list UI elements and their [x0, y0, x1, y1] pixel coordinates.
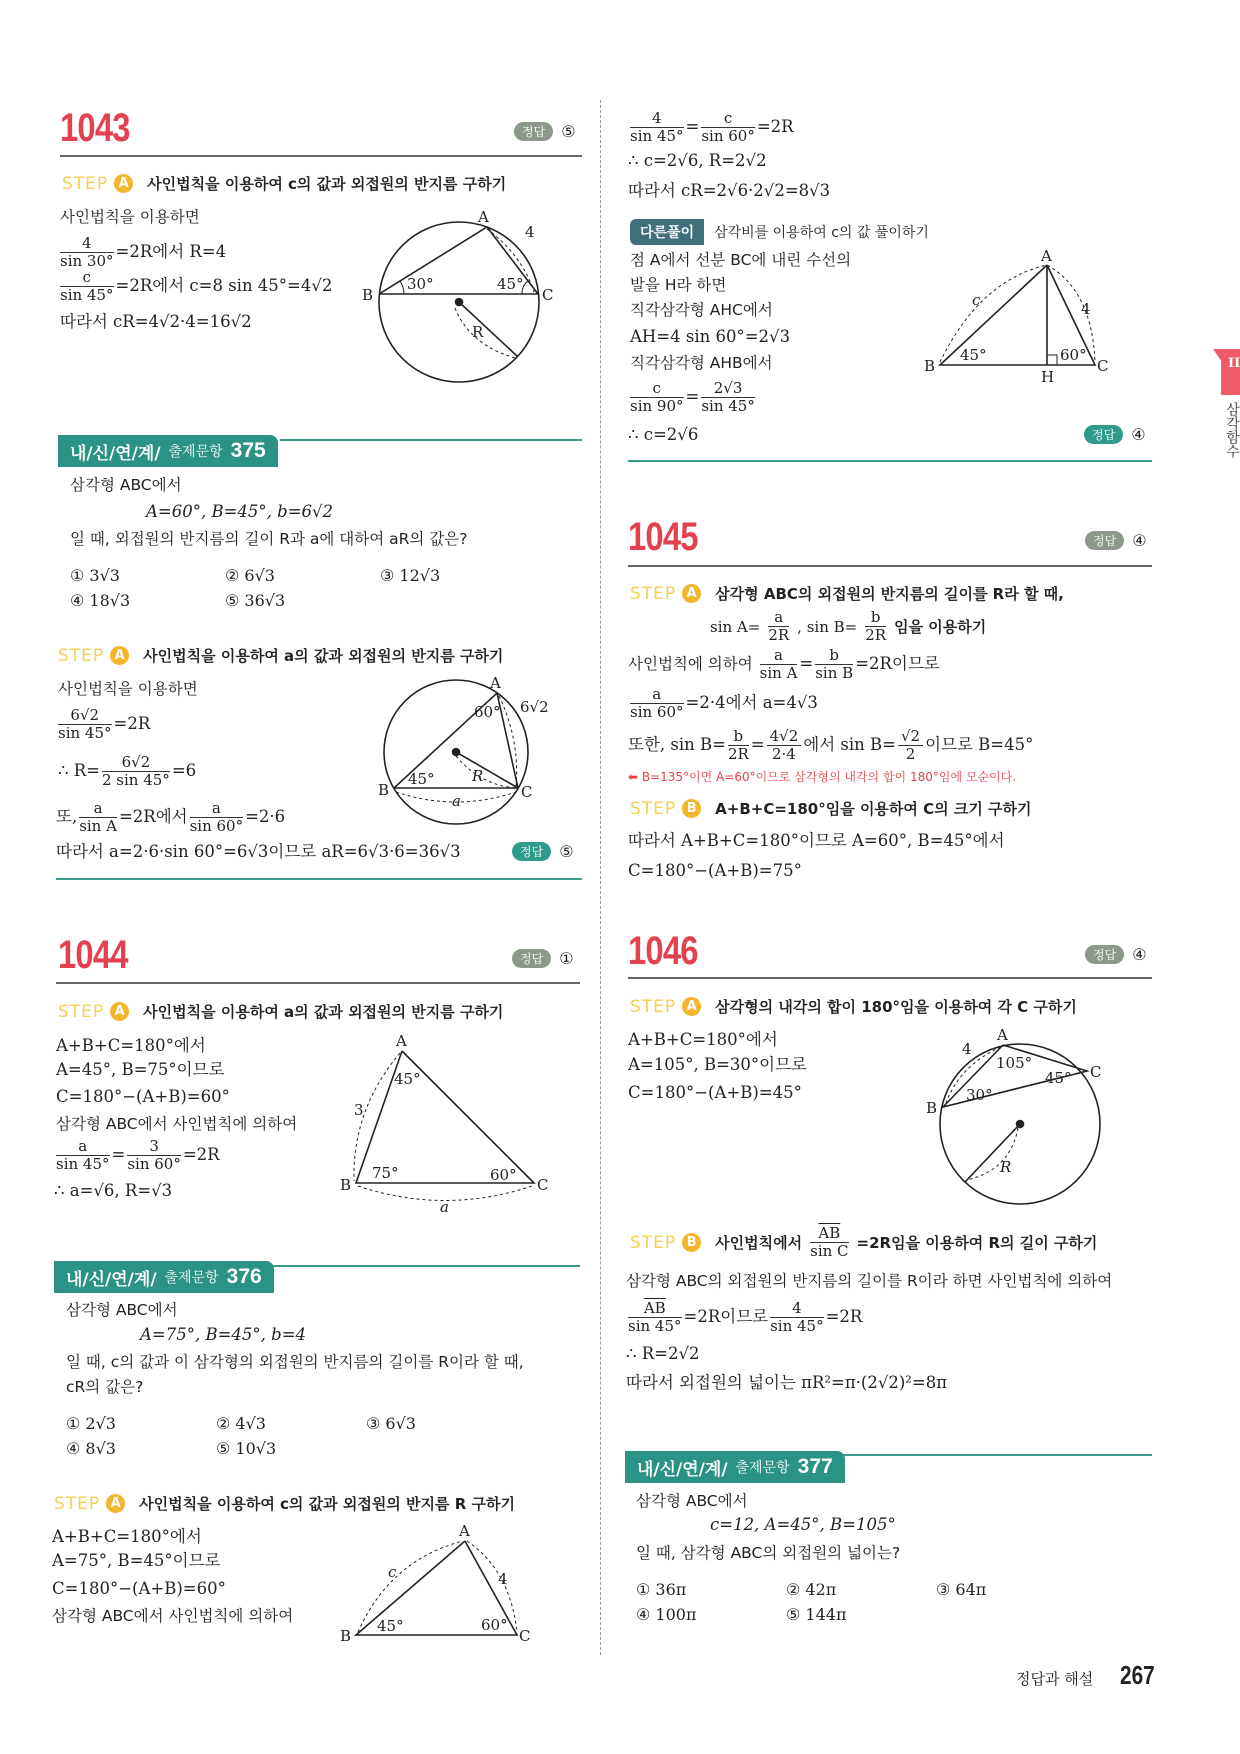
- step-label: STEP: [58, 1001, 105, 1022]
- question-line: 삼각형 ABC에서: [70, 476, 182, 494]
- banner-title: 내/신/연/계/: [70, 443, 161, 464]
- angle-c-label: 60°: [481, 1616, 508, 1634]
- divider: [628, 565, 1152, 567]
- answer-badge: [512, 842, 574, 861]
- question-line: A=60°, B=45°, b=6√2: [146, 502, 334, 521]
- numerator: a: [630, 686, 684, 704]
- choice-2[interactable]: ② 4√3: [216, 1414, 266, 1433]
- solution-line: [628, 380, 757, 415]
- numerator: b: [865, 609, 886, 627]
- chapter-roman: II: [1228, 356, 1240, 371]
- radius-label: R: [472, 767, 484, 785]
- text: =2R에서: [118, 807, 188, 826]
- radius-label: R: [472, 323, 484, 341]
- question-line: 일 때, 외접원의 반지름의 길이 R과 a에 대하여 aR의 값은?: [70, 530, 468, 548]
- denominator: sin A: [759, 664, 798, 682]
- side-a-label: a: [452, 792, 461, 810]
- text: =: [799, 654, 814, 673]
- step-letter: A: [682, 584, 701, 603]
- divider: [628, 977, 1152, 979]
- solution-line: [628, 110, 794, 145]
- side-label: 3: [354, 1101, 364, 1119]
- chapter-title: 삼각함수: [1224, 402, 1240, 458]
- label-c: C: [537, 1176, 549, 1194]
- angle-b-label: 45°: [960, 346, 987, 364]
- text: =2R에서 R=4: [115, 242, 227, 261]
- numerator: 4: [630, 110, 684, 128]
- figure-1044: [340, 1032, 548, 1216]
- denominator: sin 60°: [189, 817, 244, 835]
- problem-number: 1044: [58, 933, 128, 977]
- numerator: a: [56, 1138, 110, 1156]
- text: =: [685, 117, 700, 136]
- solution-line: C=180°−(A+B)=60°: [56, 1087, 230, 1106]
- denominator: sin 60°: [701, 127, 755, 145]
- banner-number: 377: [797, 1455, 833, 1478]
- choice-4[interactable]: ④ 8√3: [66, 1439, 116, 1458]
- numerator: √2: [898, 728, 923, 746]
- problem-number: 1045: [628, 515, 698, 559]
- solution-line: A+B+C=180°에서: [52, 1527, 202, 1546]
- choice-5[interactable]: ⑤ 10√3: [216, 1439, 277, 1458]
- choice-3[interactable]: ③ 12√3: [380, 566, 441, 585]
- footer-label: 정답과 해설: [1016, 1670, 1094, 1688]
- solution-line: C=180°−(A+B)=75°: [628, 861, 802, 880]
- numerator: c: [60, 269, 114, 287]
- choice-3[interactable]: ③ 64π: [936, 1580, 987, 1599]
- text: ∴ R=: [58, 761, 100, 780]
- solution-line: A=105°, B=30°이므로: [628, 1055, 807, 1074]
- choices: [70, 566, 535, 610]
- solution-line: C=180°−(A+B)=45°: [628, 1083, 802, 1102]
- solution-line: 직각삼각형 AHC에서: [630, 301, 773, 319]
- angle-a-label: 105°: [996, 1054, 1033, 1072]
- denominator: sin 45°: [770, 1317, 824, 1335]
- denominator: sin 30°: [60, 252, 114, 270]
- label-b: B: [340, 1627, 352, 1645]
- denominator: 2·4: [772, 745, 796, 763]
- step-letter: A: [106, 1494, 125, 1513]
- angle-b-label: 75°: [372, 1164, 399, 1182]
- text: 에서 sin B=: [803, 735, 896, 754]
- denominator: 2R: [865, 626, 887, 644]
- choice-2[interactable]: ② 6√3: [225, 566, 275, 585]
- solution-line: ∴ c=2√6, R=2√2: [628, 151, 767, 170]
- label-b: B: [362, 286, 374, 304]
- answer-value: ⑤: [559, 842, 574, 861]
- solution-line: [58, 235, 226, 270]
- answer-value: ④: [1132, 531, 1147, 550]
- banner-title: 내/신/연/계/: [637, 1459, 728, 1480]
- solution-line: [56, 707, 150, 742]
- section-rule: [56, 878, 582, 880]
- denominator: 2 sin 45°: [102, 771, 170, 789]
- label-a: A: [490, 674, 501, 692]
- step-b-heading: [630, 1225, 1097, 1260]
- linked-problem-banner: [54, 1261, 274, 1293]
- denominator: sin 45°: [630, 127, 684, 145]
- numerator: a: [768, 609, 789, 627]
- banner-rule: [280, 439, 582, 441]
- solution-line: A=45°, B=75°이므로: [56, 1060, 225, 1079]
- question-line: 삼각형 ABC에서: [636, 1492, 748, 1510]
- text: =2·4에서 a=4√3: [685, 693, 818, 712]
- note: ⬅ B=135°이면 A=60°이므로 삼각형의 내각의 합이 180°임에 모순이다.: [628, 770, 1017, 784]
- numerator: 4: [60, 235, 114, 253]
- numerator: a: [79, 800, 117, 818]
- solution-line: 따라서 외접원의 넓이는 πR²=π·(2√2)²=8π: [626, 1373, 948, 1392]
- solution-line: 점 A에서 선분 BC에 내린 수선의: [630, 251, 852, 269]
- solution-line: 삼각형 ABC에서 사인법칙에 의하여: [52, 1607, 294, 1625]
- label-c: C: [521, 783, 533, 801]
- denominator: sin 45°: [60, 286, 114, 304]
- solution-line: [54, 1138, 220, 1173]
- question-line: cR의 값은?: [66, 1378, 144, 1396]
- solution-line: [628, 728, 1033, 763]
- denominator: sin 45°: [701, 397, 755, 415]
- step-title: 삼각형의 내각의 합이 180°임을 이용하여 각 C 구하기: [715, 998, 1077, 1016]
- text: , sin B=: [797, 617, 858, 636]
- numerator: 6√2: [102, 754, 170, 772]
- column-divider: [600, 100, 601, 1655]
- step-letter: B: [682, 799, 701, 818]
- solution-line: A+B+C=180°에서: [628, 1030, 778, 1049]
- radius-label: R: [1000, 1158, 1012, 1176]
- step-a-heading: [630, 583, 1064, 604]
- step-title: 사인법칙을 이용하여 a의 값과 외접원의 반지름 구하기: [143, 1003, 504, 1021]
- text: =2R이므로: [683, 1307, 769, 1326]
- step-title: 사인법칙에서: [715, 1234, 803, 1252]
- label-c: C: [1097, 357, 1109, 375]
- side-c-label: c: [972, 291, 981, 309]
- step-a-heading-line2: [710, 609, 986, 644]
- answer-badge: [1085, 531, 1147, 550]
- question-line: 일 때, 삼각형 ABC의 외접원의 넓이는?: [636, 1544, 901, 1562]
- figure-375: [378, 674, 549, 824]
- step-title: 사인법칙을 이용하여 c의 값과 외접원의 반지름 구하기: [147, 175, 507, 193]
- angle-b-label: 45°: [408, 770, 435, 788]
- numerator: $\overline{AB}$: [628, 1300, 682, 1318]
- divider: [56, 982, 580, 984]
- solution-line: 사인법칙을 이용하면: [58, 680, 198, 698]
- label-a: A: [1041, 247, 1052, 265]
- step-title: =2R임을 이용하여 R의 길이 구하기: [856, 1234, 1098, 1252]
- angle-c-label: 60°: [1060, 346, 1087, 364]
- answer-value: ④: [1132, 945, 1147, 964]
- denominator: sin 45°: [628, 1317, 682, 1335]
- question-line: c=12, A=45°, B=105°: [710, 1515, 896, 1534]
- solution-line: [628, 647, 940, 682]
- answer-label: 정답: [512, 842, 551, 861]
- problem-number: 1043: [60, 106, 130, 150]
- figure-376: [340, 1522, 530, 1645]
- section-rule: [628, 460, 1152, 462]
- side-label: 6√2: [520, 698, 549, 716]
- choice-4[interactable]: ④ 100π: [636, 1605, 697, 1624]
- side-a-label: a: [440, 1198, 449, 1216]
- question-line: 삼각형 ABC에서: [66, 1301, 178, 1319]
- step-a-heading: [58, 1001, 503, 1022]
- denominator: sin 60°: [127, 1155, 181, 1173]
- text: =2·6: [245, 807, 286, 826]
- step-label: STEP: [630, 996, 677, 1017]
- step-a-heading: [58, 645, 503, 666]
- text: 이므로 B=45°: [925, 735, 1034, 754]
- question-line: A=75°, B=45°, b=4: [140, 1325, 307, 1344]
- answer-label: 정답: [1084, 425, 1123, 444]
- solution-line: 따라서 A+B+C=180°이므로 A=60°, B=45°에서: [628, 831, 1005, 850]
- numerator: $\overline{AB}$: [810, 1225, 848, 1243]
- side-label: 4: [525, 223, 535, 241]
- step-label: STEP: [630, 1232, 677, 1253]
- answer-label: 정답: [512, 949, 551, 968]
- banner-number: 376: [226, 1265, 262, 1288]
- numerator: a: [190, 800, 244, 818]
- step-a-heading: [630, 996, 1077, 1017]
- solution-line: ∴ c=2√6: [628, 425, 699, 444]
- banner-subtitle: 출제문항: [168, 444, 223, 460]
- solution-line: 사인법칙을 이용하면: [60, 208, 200, 226]
- alternative-solution-heading: [630, 219, 929, 245]
- answer-label: 정답: [1085, 945, 1124, 964]
- label-b: B: [926, 1099, 938, 1117]
- text: =2R: [825, 1307, 863, 1326]
- numerator: 2√3: [701, 380, 755, 398]
- step-label: STEP: [62, 173, 109, 194]
- figure-1043: [362, 208, 553, 382]
- alt-title: 삼각비를 이용하여 c의 값 풀이하기: [714, 225, 929, 241]
- angle-b-label: 30°: [966, 1086, 993, 1104]
- angle-b-label: 30°: [407, 275, 434, 293]
- numerator: c: [701, 110, 755, 128]
- numerator: 4: [770, 1300, 824, 1318]
- step-title: 사인법칙을 이용하여 c의 값과 외접원의 반지름 R 구하기: [139, 1495, 515, 1513]
- text: =6: [171, 761, 197, 780]
- text: =2R: [756, 117, 794, 136]
- answer-value: ①: [559, 949, 574, 968]
- choice-1[interactable]: ① 2√3: [66, 1414, 116, 1433]
- angle-b-label: 45°: [377, 1617, 404, 1635]
- numerator: a: [760, 647, 798, 665]
- figure-1046: [926, 1026, 1101, 1204]
- answer-value: ⑤: [561, 122, 576, 141]
- text: 임을 이용하기: [894, 618, 987, 636]
- label-a: A: [478, 208, 489, 226]
- answer-value: ④: [1131, 425, 1146, 444]
- label-a: A: [459, 1522, 470, 1540]
- choices: [636, 1580, 1086, 1624]
- step-label: STEP: [58, 645, 105, 666]
- text: sin A=: [710, 617, 761, 636]
- banner-rule: [270, 1265, 580, 1267]
- step-title: 사인법칙을 이용하여 a의 값과 외접원의 반지름 구하기: [143, 647, 504, 665]
- denominator: sin 45°: [56, 1155, 110, 1173]
- angle-a-label: 60°: [474, 703, 501, 721]
- solution-line: 발을 H라 하면: [630, 276, 727, 294]
- text: =: [750, 735, 765, 754]
- linked-problem-banner: [58, 435, 278, 467]
- step-a-heading: [54, 1493, 515, 1514]
- numerator: b: [815, 647, 853, 665]
- banner-subtitle: 출제문항: [164, 1270, 219, 1286]
- answer-label: 정답: [1085, 531, 1124, 550]
- step-title: 삼각형 ABC의 외접원의 반지름의 길이를 R라 할 때,: [715, 585, 1064, 603]
- denominator: 2R: [727, 745, 749, 763]
- text: 사인법칙에 의하여: [628, 655, 758, 673]
- step-letter: A: [110, 1002, 129, 1021]
- banner-number: 375: [230, 439, 266, 462]
- denominator: sin C: [810, 1242, 849, 1260]
- solution-line: ∴ R=2√2: [626, 1344, 700, 1363]
- choice-5[interactable]: ⑤ 36√3: [225, 591, 286, 610]
- answer-badge: [514, 122, 576, 141]
- answer-label: 정답: [514, 122, 553, 141]
- angle-c-label: 60°: [490, 1166, 517, 1184]
- solution-line: [626, 1300, 862, 1335]
- numerator: c: [630, 380, 684, 398]
- numerator: 3: [127, 1138, 181, 1156]
- step-label: STEP: [54, 1493, 101, 1514]
- side-label: 4: [498, 1570, 508, 1588]
- choice-1[interactable]: ① 3√3: [70, 566, 120, 585]
- solution-line: ∴ a=√6, R=√3: [54, 1181, 173, 1200]
- label-b: B: [340, 1176, 352, 1194]
- text: =: [111, 1145, 126, 1164]
- solution-line: AH=4 sin 60°=2√3: [630, 327, 791, 346]
- solution-line: [56, 800, 285, 835]
- answer-badge: [512, 949, 574, 968]
- angle-c-label: 45°: [497, 275, 524, 293]
- choice-5[interactable]: ⑤ 144π: [786, 1605, 847, 1624]
- label-b: B: [924, 357, 936, 375]
- page-number: 267: [1120, 1660, 1155, 1690]
- angle-c-label: 45°: [1045, 1069, 1072, 1087]
- label-a: A: [997, 1026, 1008, 1044]
- question-line: 일 때, c의 값과 이 삼각형의 외접원의 반지름의 길이를 R이라 할 때,: [66, 1353, 524, 1371]
- denominator: sin A: [79, 817, 117, 835]
- text: =2R에서 c=8 sin 45°=4√2: [115, 276, 333, 295]
- step-label: STEP: [630, 583, 677, 604]
- solution-line: [628, 686, 818, 721]
- solution-line: 따라서 a=2·6·sin 60°=6√3이므로 aR=6√3·6=36√3: [56, 842, 461, 861]
- label-b: B: [378, 781, 390, 799]
- denominator: sin 60°: [630, 703, 684, 721]
- solution-line: 따라서 cR=2√6·2√2=8√3: [628, 181, 831, 200]
- text: 또한, sin B=: [628, 735, 726, 754]
- side-label: 4: [962, 1040, 972, 1058]
- side-label: 4: [1081, 300, 1091, 318]
- choice-3[interactable]: ③ 6√3: [366, 1414, 416, 1433]
- label-a: A: [396, 1032, 407, 1050]
- choice-4[interactable]: ④ 18√3: [70, 591, 131, 610]
- denominator: sin B: [815, 664, 854, 682]
- denominator: 2R: [768, 626, 790, 644]
- banner-rule: [840, 1454, 1152, 1456]
- angle-a-label: 45°: [394, 1070, 421, 1088]
- text: =: [685, 387, 700, 406]
- numerator: 6√2: [58, 707, 112, 725]
- answer-badge: [1085, 945, 1147, 964]
- answer-badge: [1084, 425, 1146, 444]
- solution-line: A=75°, B=45°이므로: [52, 1551, 221, 1570]
- choice-2[interactable]: ② 42π: [786, 1580, 837, 1599]
- solution-line: A+B+C=180°에서: [56, 1036, 206, 1055]
- banner-title: 내/신/연/계/: [66, 1269, 157, 1290]
- label-c: C: [1090, 1063, 1102, 1081]
- label-c: C: [519, 1627, 531, 1645]
- linked-problem-banner: [625, 1451, 845, 1483]
- solution-line: 삼각형 ABC의 외접원의 반지름의 길이를 R이라 하면 사인법칙에 의하여: [626, 1272, 1113, 1290]
- denominator: 2: [905, 745, 916, 763]
- side-c-label: c: [388, 1563, 397, 1581]
- figure-alt: [924, 247, 1108, 386]
- step-title: A+B+C=180°임을 이용하여 C의 크기 구하기: [715, 800, 1032, 818]
- problem-number: 1046: [628, 929, 698, 973]
- denominator: sin 90°: [630, 397, 684, 415]
- step-letter: A: [682, 997, 701, 1016]
- banner-subtitle: 출제문항: [735, 1460, 790, 1476]
- alt-tag: 다른풀이: [630, 219, 704, 245]
- step-letter: B: [682, 1233, 701, 1252]
- solution-line: 삼각형 ABC에서 사인법칙에 의하여: [56, 1115, 298, 1133]
- label-c: C: [542, 286, 554, 304]
- text: =2R: [182, 1145, 220, 1164]
- step-b-heading: [630, 798, 1032, 819]
- text: =2R: [113, 714, 151, 733]
- label-h: H: [1041, 368, 1055, 386]
- solution-line: 직각삼각형 AHB에서: [630, 354, 773, 372]
- choices: [66, 1414, 516, 1458]
- solution-line: C=180°−(A+B)=60°: [52, 1579, 226, 1598]
- step-letter: A: [114, 174, 133, 193]
- text: 또,: [56, 807, 78, 826]
- solution-line: [58, 269, 332, 304]
- denominator: sin 45°: [58, 724, 112, 742]
- step-label: STEP: [630, 798, 677, 819]
- solution-line: [58, 754, 196, 789]
- numerator: 4√2: [767, 728, 802, 746]
- step-a-heading: [62, 173, 506, 194]
- numerator: b: [728, 728, 749, 746]
- solution-line: 따라서 cR=4√2·4=16√2: [60, 312, 252, 331]
- step-letter: A: [110, 646, 129, 665]
- choice-1[interactable]: ① 36π: [636, 1580, 687, 1599]
- text: =2R이므로: [855, 654, 940, 673]
- divider: [60, 155, 582, 157]
